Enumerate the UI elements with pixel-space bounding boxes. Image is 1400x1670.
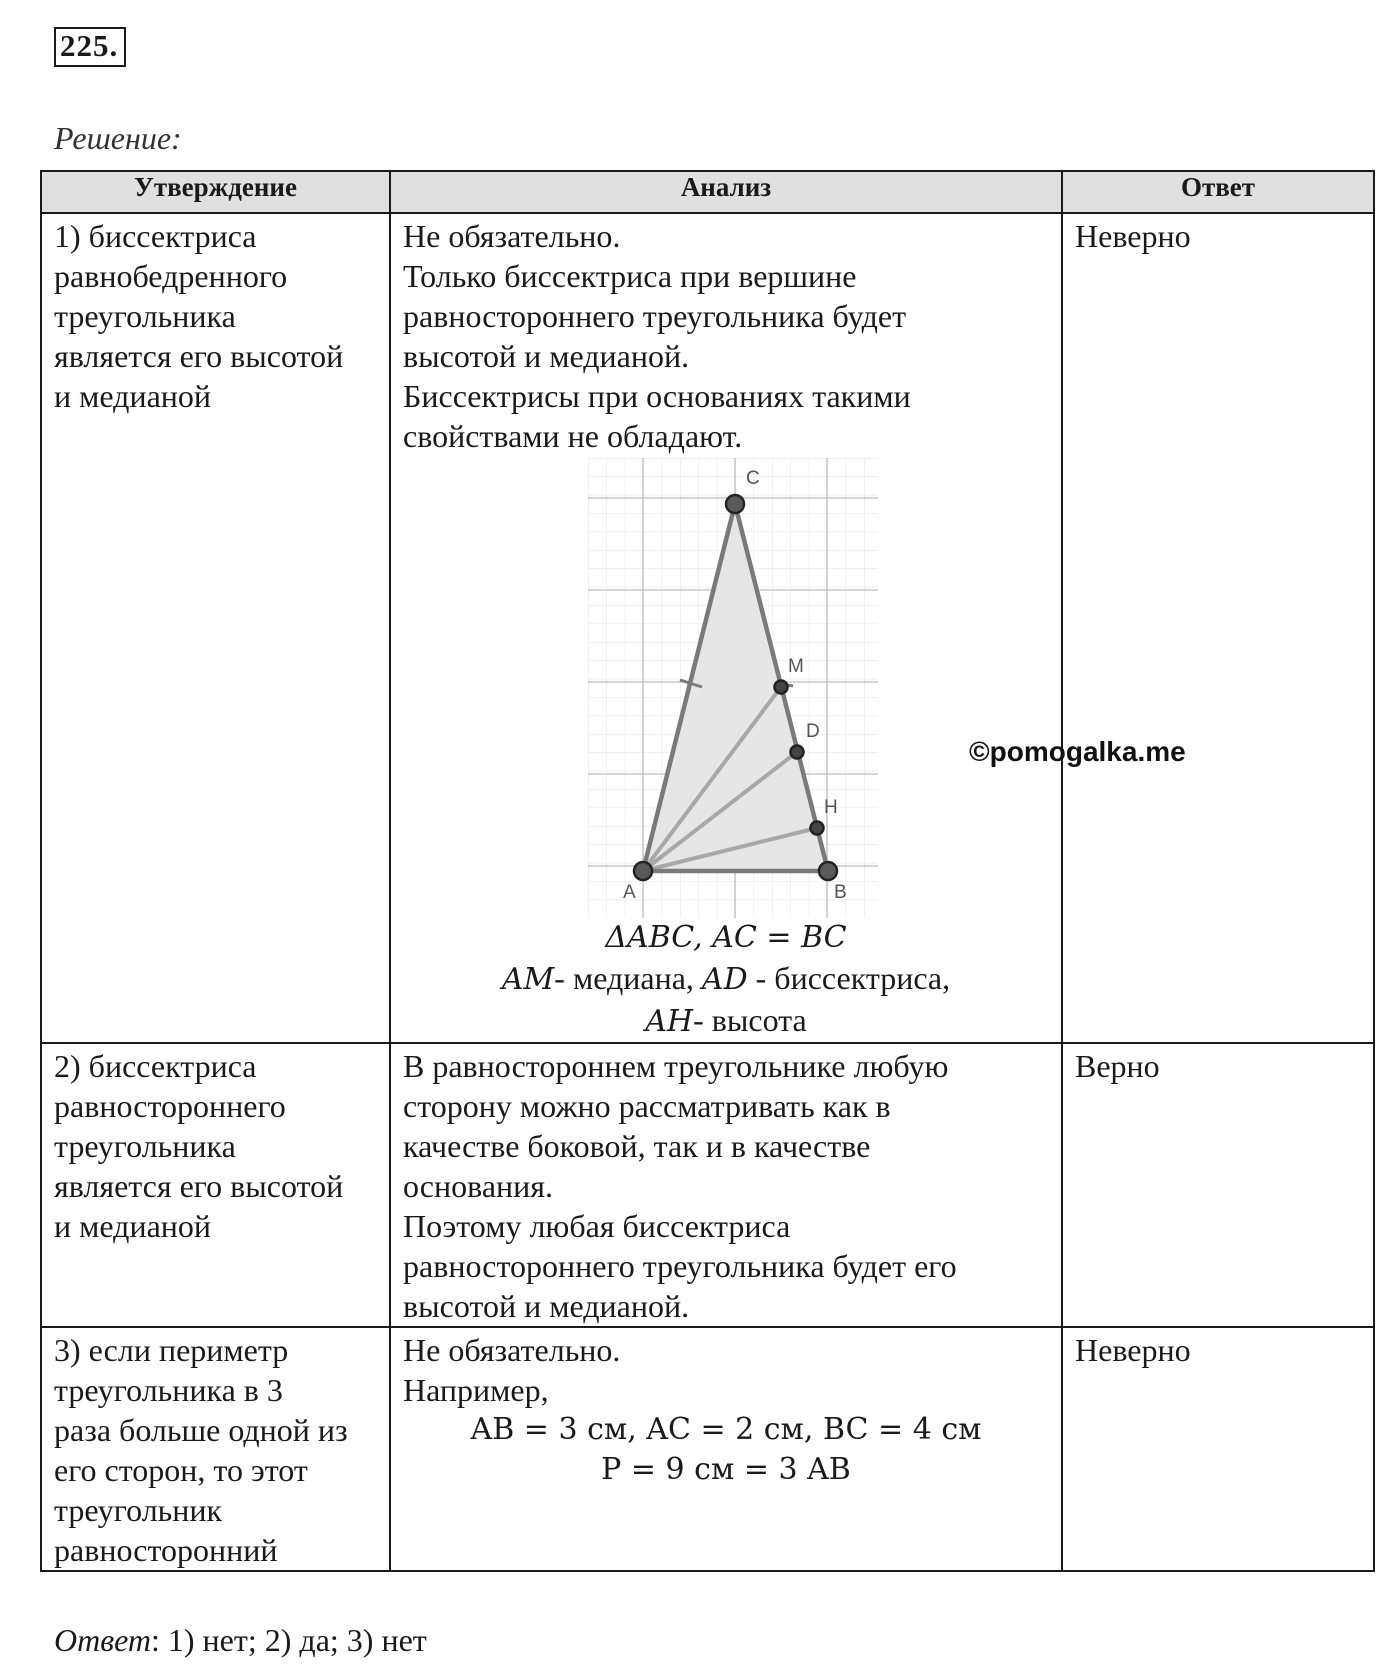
- text-line: сторону можно рассматривать как в: [403, 1088, 891, 1124]
- caption-line: [403, 1000, 1049, 1042]
- statement-cell: [41, 1043, 390, 1327]
- header-answer: Ответ: [1062, 171, 1374, 213]
- text-line: основания.: [403, 1168, 553, 1204]
- text-line: его сторон, то этот: [54, 1452, 308, 1488]
- statement-cell: [41, 1327, 390, 1571]
- final-answer-text: : 1) нет; 2) да; 3) нет: [151, 1622, 427, 1658]
- point-m: [775, 681, 788, 694]
- analysis-cell: [390, 1043, 1062, 1327]
- figure-caption: [403, 918, 1049, 1042]
- text-line: треугольника: [54, 1128, 236, 1164]
- table-row: [41, 1327, 1374, 1571]
- label-h: H: [824, 797, 838, 818]
- text-line: равносторонний: [54, 1532, 278, 1568]
- point-d: [791, 746, 804, 759]
- triangle-diagram: [588, 458, 878, 918]
- final-answer-label: Ответ: [54, 1622, 151, 1658]
- solution-label: Решение:: [54, 120, 182, 156]
- header-statement: Утверждение: [41, 171, 390, 213]
- analysis-cell: [390, 213, 1062, 1043]
- point-b: [819, 862, 837, 880]
- text-line: треугольник: [54, 1492, 223, 1528]
- text-line: треугольника: [54, 298, 236, 334]
- math-segment: AD: [701, 962, 748, 997]
- text-line: Биссектрисы при основаниях такими: [403, 378, 911, 414]
- text-line: является его высотой: [54, 1168, 344, 1204]
- watermark: ©pomogalka.me: [969, 736, 1186, 767]
- text-line: Только биссектриса при вершине: [403, 258, 857, 294]
- problem-number: 225.: [54, 27, 126, 67]
- text-line: равностороннего треугольника будет его: [403, 1248, 957, 1284]
- text-line: Поэтому любая биссектриса: [403, 1208, 791, 1244]
- math-segment: AM: [501, 962, 555, 997]
- triangle-figure: [403, 456, 1051, 918]
- text-line: Не обязательно.: [403, 218, 621, 254]
- text-line: равностороннего треугольника будет: [403, 298, 907, 334]
- text-line: раза больше одной из: [54, 1412, 348, 1448]
- final-answer: [54, 1622, 427, 1659]
- answer-cell: [1062, 1327, 1374, 1571]
- statement-cell: [41, 213, 390, 1043]
- caption-text: - биссектриса,: [747, 960, 951, 996]
- text-line: Не обязательно.: [403, 1332, 621, 1368]
- label-m: M: [788, 656, 804, 677]
- label-c: C: [746, 468, 760, 489]
- text-line: высотой и медианой.: [403, 338, 690, 374]
- caption-line: [403, 958, 1049, 1000]
- text-line: высотой и медианой.: [403, 1288, 690, 1324]
- table-row: [41, 213, 1374, 1043]
- math-segment: AH: [645, 1004, 694, 1039]
- text-line: является его высотой: [54, 338, 344, 374]
- point-h: [811, 822, 824, 835]
- formula-line: P = 9 см = 3 AB: [601, 1452, 851, 1487]
- caption-text: - высота: [693, 1002, 807, 1038]
- point-a: [634, 862, 652, 880]
- answer-text: Неверно: [1075, 218, 1191, 254]
- analysis-cell: [390, 1327, 1062, 1571]
- label-b: B: [834, 882, 847, 903]
- text-line: Например,: [403, 1372, 549, 1408]
- answer-cell: [1062, 1043, 1374, 1327]
- text-line: свойствами не обладают.: [403, 418, 743, 454]
- header-analysis: Анализ: [390, 171, 1062, 213]
- text-line: качестве боковой, так и в качестве: [403, 1128, 871, 1164]
- text-line: и медианой: [54, 1208, 212, 1244]
- point-c: [726, 495, 744, 513]
- text-line: равнобедренного: [54, 258, 288, 294]
- answer-cell: [1062, 213, 1374, 1043]
- text-line: равностороннего: [54, 1088, 286, 1124]
- label-d: D: [806, 721, 820, 742]
- formula-line: AB = 3 см, AC = 2 см, BC = 4 см: [470, 1412, 982, 1447]
- caption-text: - медиана,: [554, 960, 702, 996]
- answer-text: Неверно: [1075, 1332, 1191, 1368]
- text-line: треугольника в 3: [54, 1372, 283, 1408]
- answer-text: Верно: [1075, 1048, 1160, 1084]
- text-line: 2) биссектриса: [54, 1048, 257, 1084]
- caption-line: ΔABC, AC = BC: [605, 920, 847, 955]
- table-header-row: [41, 171, 1374, 213]
- table-row: [41, 1043, 1374, 1327]
- text-line: В равностороннем треугольнике любую: [403, 1048, 949, 1084]
- text-line: 1) биссектриса: [54, 218, 257, 254]
- label-a: A: [623, 882, 636, 903]
- text-line: и медианой: [54, 378, 212, 414]
- text-line: 3) если периметр: [54, 1332, 289, 1368]
- solution-table: [40, 170, 1375, 1572]
